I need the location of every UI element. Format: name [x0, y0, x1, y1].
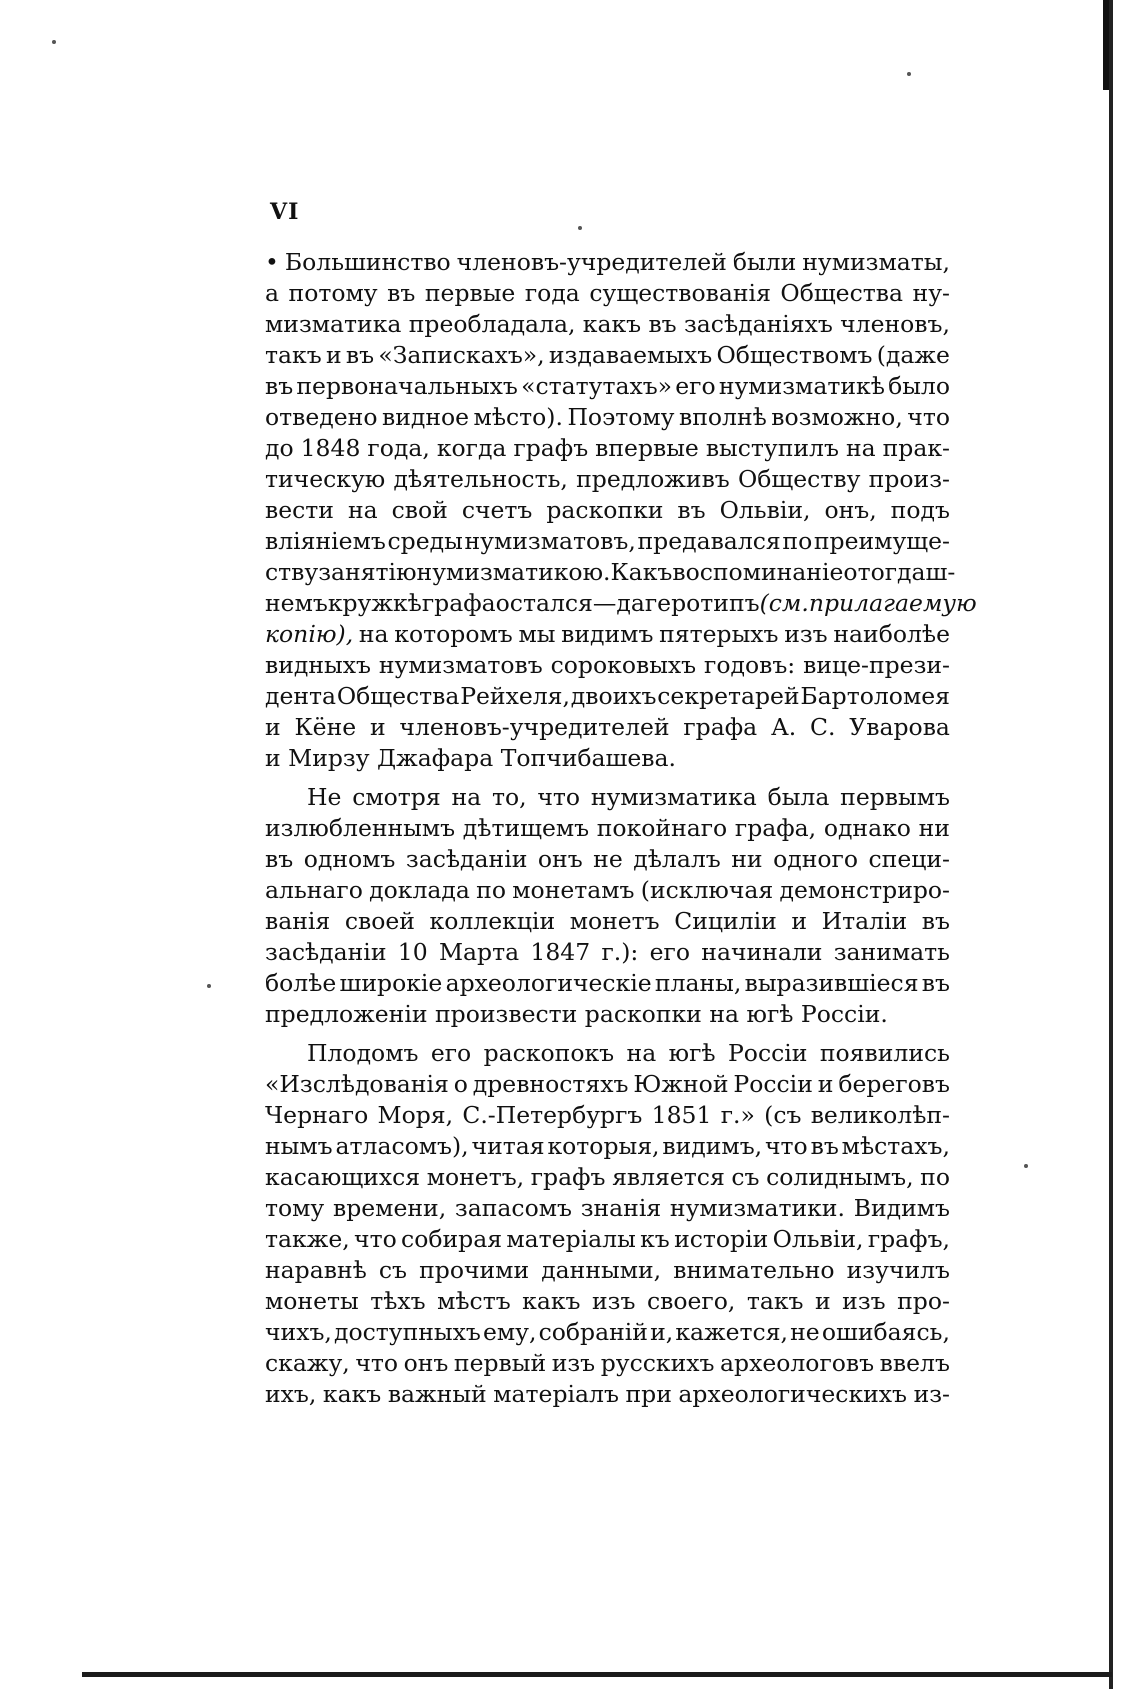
page-number: VI — [270, 199, 300, 225]
text-line: излюбленнымъ дѣтищемъ покойнаго графа, однако ни — [265, 814, 950, 842]
text-line: вліяніемъ среды нумизматовъ, предавался по преимуще- — [265, 527, 950, 555]
text-line: въ первоначальныхъ «статутахъ» его нумизматикѣ было — [265, 372, 950, 400]
paragraph-gap — [265, 1030, 950, 1038]
text-line: предложеніи произвести раскопки на югѣ Россіи. — [265, 1000, 888, 1028]
text-line: видныхъ нумизматовъ сороковыхъ годовъ: вице-прези- — [265, 651, 950, 679]
text-line: Не смотря на то, что нумизматика была первымъ — [307, 783, 950, 811]
text-line: дента Общества Рейхеля, двоихъ секретарей Бартоломея — [265, 682, 950, 710]
text-line: Чернаго Моря, С.-Петербургъ 1851 г.» (съ великолѣп- — [265, 1101, 950, 1129]
text-line: монеты тѣхъ мѣстъ какъ изъ своего, такъ и изъ про- — [265, 1287, 950, 1315]
text-line: касающихся монетъ, графъ является съ солиднымъ, по — [265, 1163, 950, 1191]
text-line: ванія своей коллекціи монетъ Сициліи и Италіи въ — [265, 907, 950, 935]
text-line: въ одномъ засѣданіи онъ не дѣлалъ ни одного специ- — [265, 845, 950, 873]
text-line: ству занятію нумизматикою. Какъ воспоминаніе о тогдаш- — [265, 558, 956, 586]
scan-speck — [1024, 1164, 1028, 1168]
text-line: мизматика преобладала, какъ въ засѣданіяхъ членовъ, — [265, 310, 950, 338]
text-line: такъ и въ «Запискахъ», издаваемыхъ Обществомъ (даже — [265, 341, 950, 369]
text-line: и Кёне и членовъ-учредителей графа А. С. Уварова — [265, 713, 950, 741]
body-text — [265, 247, 977, 1410]
text-line: • Большинство членовъ-учредителей были нумизматы, — [265, 248, 950, 276]
text-line: а потому въ первые года существованія Общества ну- — [265, 279, 950, 307]
text-line: «Изслѣдованія о древностяхъ Южной Россіи и береговъ — [265, 1070, 950, 1098]
text-line: нымъ атласомъ), читая которыя, видимъ, что въ мѣстахъ, — [265, 1132, 950, 1160]
bottom-scan-edge — [82, 1672, 1112, 1677]
text-line: альнаго доклада по монетамъ (исключая демонстриро- — [265, 876, 950, 904]
text-line: наравнѣ съ прочими данными, внимательно изучилъ — [265, 1256, 950, 1284]
scan-speck — [207, 984, 211, 988]
text-line: также, что собирая матеріалы къ исторіи Ольвіи, графъ, — [265, 1225, 950, 1253]
page-edge-shadow — [1109, 0, 1113, 1689]
text-line: Плодомъ его раскопокъ на югѣ Россіи появились — [307, 1039, 950, 1067]
text-line: тому времени, запасомъ знанія нумизматики. Видимъ — [265, 1194, 950, 1222]
text-line: скажу, что онъ первый изъ русскихъ археологовъ ввелъ — [265, 1349, 950, 1377]
scan-speck — [578, 226, 582, 230]
paragraph-gap — [265, 774, 950, 782]
text-line: ихъ, какъ важный матеріалъ при археологическихъ из- — [265, 1380, 950, 1408]
text-line: засѣданіи 10 Марта 1847 г.): его начинали занимать — [265, 938, 950, 966]
text-line: до 1848 года, когда графъ впервые выступилъ на прак- — [265, 434, 950, 462]
text-line: и Мирзу Джафара Топчибашева. — [265, 744, 677, 772]
text-line: немъ кружкѣ графа остался —дагеротипъ (см. прилагаемую — [265, 589, 977, 617]
text-line: копію), на которомъ мы видимъ пятерыхъ изъ наиболѣе — [265, 620, 950, 648]
scan-speck — [52, 40, 56, 44]
text-line: вести на свой счетъ раскопки въ Ольвіи, онъ, подъ — [265, 496, 950, 524]
text-line: болѣе широкіе археологическіе планы, выразившіеся въ — [265, 969, 950, 997]
text-line: отведено видное мѣсто). Поэтому вполнѣ возможно, что — [265, 403, 950, 431]
text-line: чихъ, доступныхъ ему, собраній и, кажется, не ошибаясь, — [265, 1318, 950, 1346]
text-line: тическую дѣятельность, предложивъ Обществу произ- — [265, 465, 950, 493]
scan-speck — [907, 72, 911, 76]
